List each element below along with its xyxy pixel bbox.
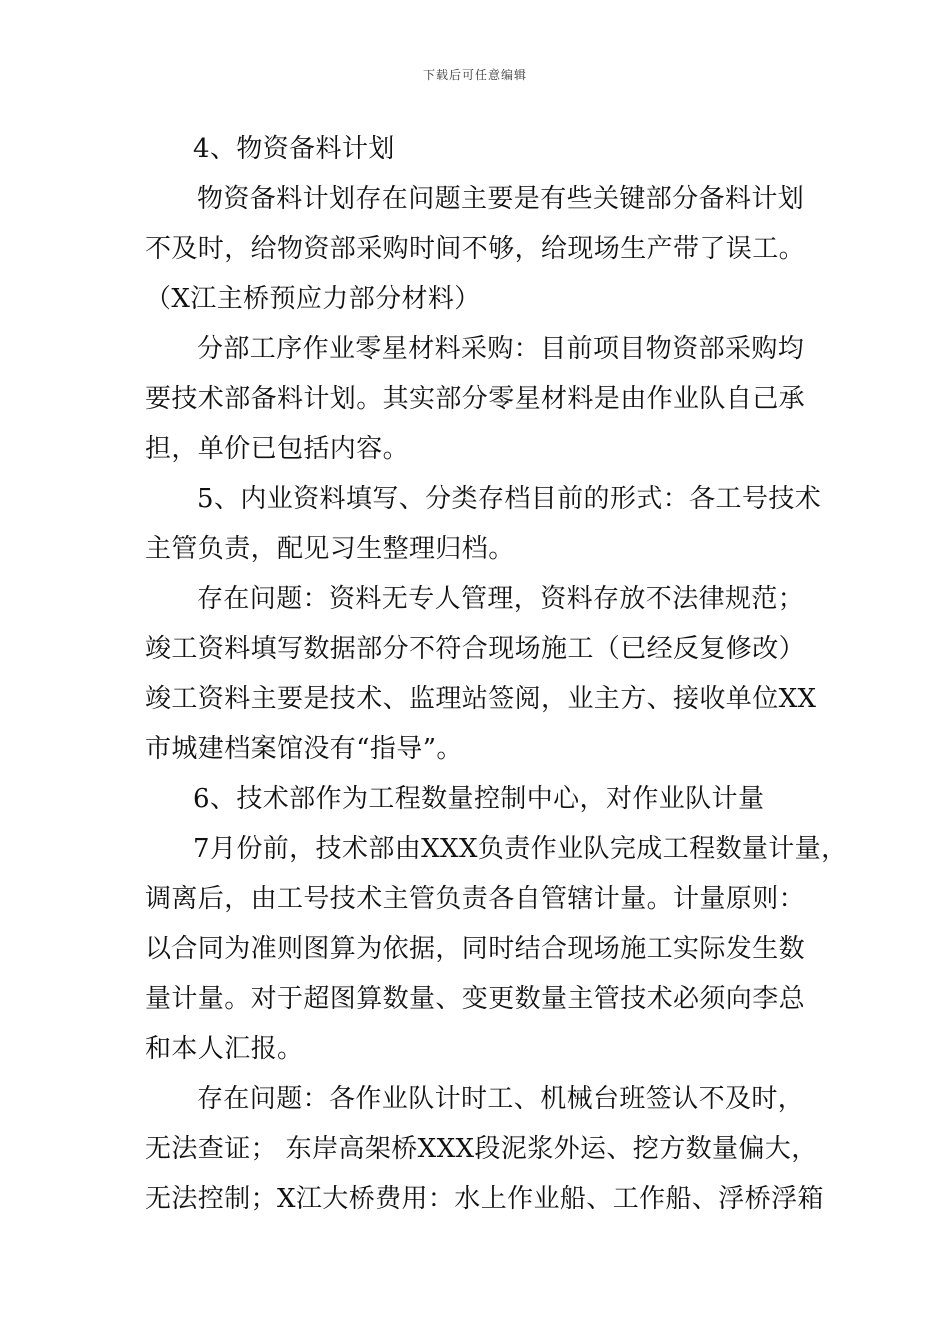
paragraph-line: 存在问题：各作业队计时工、机械台班签认不及时， <box>197 1084 805 1114</box>
section-heading: 4、物资备料计划 <box>193 134 395 164</box>
paragraph-line: 主管负责，配见习生整理归档。 <box>145 534 515 564</box>
paragraph-line: 竣工资料填写数据部分不符合现场施工（已经反复修改） <box>145 634 806 664</box>
paragraph-line: 物资备料计划存在问题主要是有些关键部分备料计划 <box>197 184 805 214</box>
paragraph-line: 7月份前，技术部由XXX负责作业队完成工程数量计量， <box>193 834 848 864</box>
paragraph-line: 和本人汇报。 <box>145 1034 304 1064</box>
paragraph-line: 市城建档案馆没有“指导”。 <box>145 734 463 764</box>
paragraph-line: 无法控制；X江大桥费用：水上作业船、工作船、浮桥浮箱 <box>145 1184 824 1214</box>
paragraph-line: 存在问题：资料无专人管理，资料存放不法律规范； <box>197 584 805 614</box>
paragraph-line: 以合同为准则图算为依据，同时结合现场施工实际发生数 <box>145 934 806 964</box>
paragraph-line: 调离后，由工号技术主管负责各自管辖计量。计量原则： <box>145 884 806 914</box>
paragraph-line: 要技术部备料计划。其实部分零星材料是由作业队自己承 <box>145 384 806 414</box>
section-heading: 5、内业资料填写、分类存档目前的形式：各工号技术 <box>197 484 822 514</box>
paragraph-line: 担，单价已包括内容。 <box>145 434 410 464</box>
paragraph-line: 无法查证； 东岸高架桥XXX段泥浆外运、挖方数量偏大， <box>145 1134 818 1164</box>
paragraph-line: 竣工资料主要是技术、监理站签阅，业主方、接收单位XX <box>145 684 817 714</box>
paragraph-line: （X江主桥预应力部分材料） <box>145 284 481 314</box>
section-heading: 6、技术部作为工程数量控制中心，对作业队计量 <box>193 784 765 814</box>
document-body <box>145 124 848 1224</box>
paragraph-line: 不及时，给物资部采购时间不够，给现场生产带了误工。 <box>145 234 806 264</box>
paragraph-line: 分部工序作业零星材料采购：目前项目物资部采购均 <box>197 334 805 364</box>
paragraph-line: 量计量。对于超图算数量、变更数量主管技术必须向李总 <box>145 984 806 1014</box>
page-header: 下载后可任意编辑 <box>422 68 527 82</box>
